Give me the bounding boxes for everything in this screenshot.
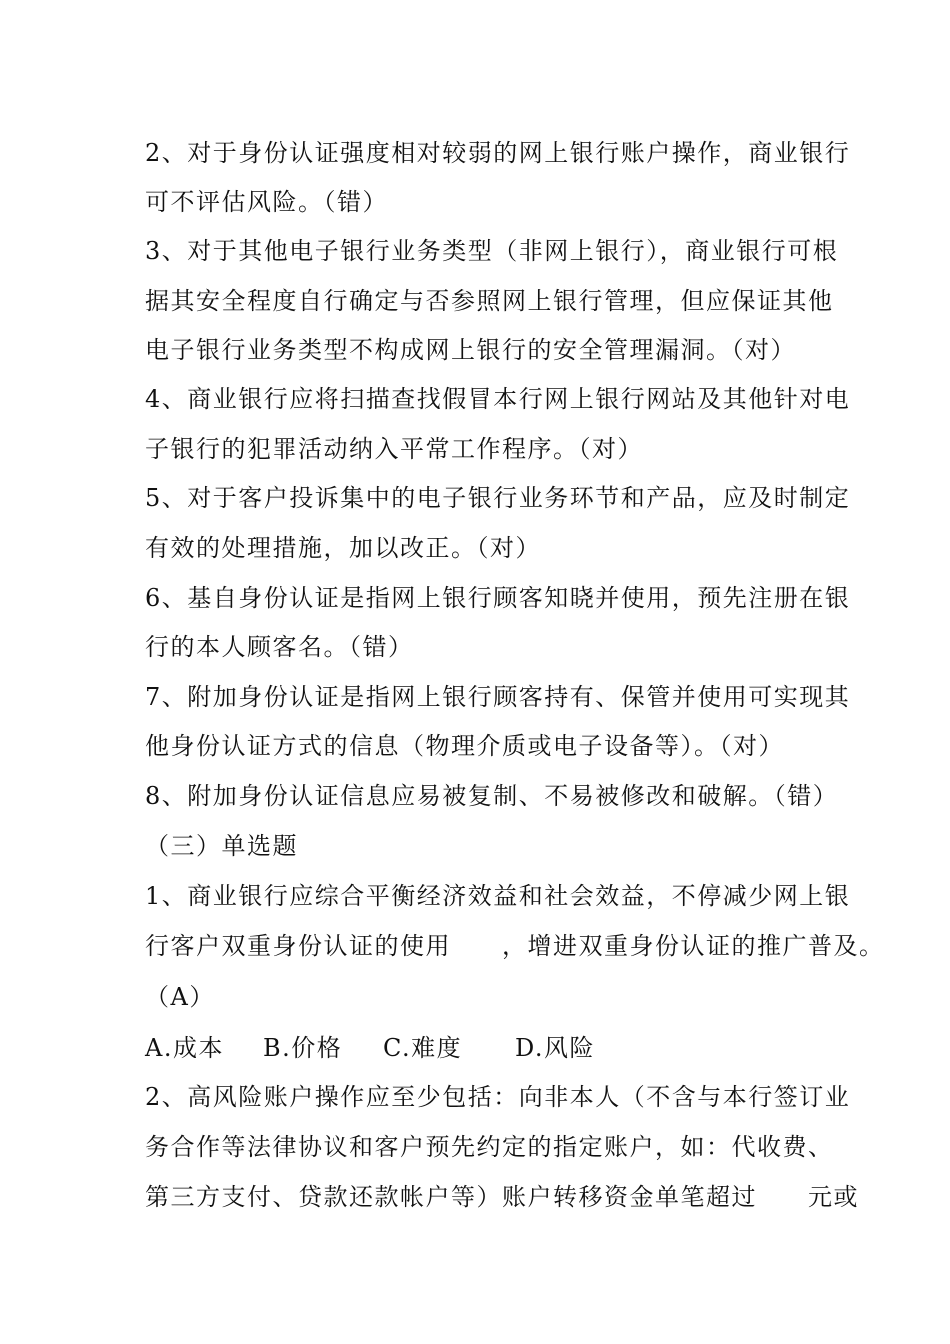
- option-d: D.风险: [515, 1034, 596, 1062]
- text-line: 3、对于其他电子银行业务类型（非网上银行），商业银行可根: [145, 237, 839, 265]
- text-line: 7、附加身份认证是指网上银行顾客持有、保管并使用可实现其: [145, 683, 851, 711]
- option-c: C.难度: [383, 1034, 463, 1062]
- answer-line: （A）: [145, 983, 215, 1011]
- text-line: 8、附加身份认证信息应易被复制、不易被修改和破解。（错）: [145, 782, 839, 810]
- text-line: 2、高风险账户操作应至少包括：向非本人（不含与本行签订业: [145, 1083, 851, 1111]
- text-line: 电子银行业务类型不构成网上银行的安全管理漏洞。（对）: [145, 336, 796, 364]
- text-line: 他身份认证方式的信息（物理介质或电子设备等）。（对）: [145, 732, 784, 760]
- text-line: 4、商业银行应将扫描查找假冒本行网上银行网站及其他针对电: [145, 385, 851, 413]
- section-heading: （三）单选题: [145, 832, 298, 860]
- option-a: A.成本: [145, 1034, 224, 1062]
- text-line: 1、商业银行应综合平衡经济效益和社会效益，不停减少网上银: [145, 882, 851, 910]
- text-line: 务合作等法律协议和客户预先约定的指定账户，如：代收费、: [145, 1133, 834, 1161]
- text-line: 5、对于客户投诉集中的电子银行业务环节和产品，应及时制定: [145, 484, 851, 512]
- text-line: 子银行的犯罪活动纳入平常工作程序。（对）: [145, 435, 643, 463]
- text-line: 6、基自身份认证是指网上银行顾客知晓并使用，预先注册在银: [145, 584, 851, 612]
- text-line: 可不评估风险。（错）: [145, 188, 388, 216]
- text-line: 第三方支付、贷款还款帐户等）账户转移资金单笔超过 元或: [145, 1183, 859, 1211]
- text-line: 据其安全程度自行确定与否参照网上银行管理，但应保证其他: [145, 287, 834, 315]
- text-line: 有效的处理措施，加以改正。（对）: [145, 534, 541, 562]
- text-line: 行的本人顾客名。（错）: [145, 633, 414, 661]
- text-line: 2、对于身份认证强度相对较弱的网上银行账户操作，商业银行: [145, 139, 851, 167]
- option-b: B.价格: [263, 1034, 343, 1062]
- text-line: 行客户双重身份认证的使用 ，增进双重身份认证的推广普及。: [145, 932, 885, 960]
